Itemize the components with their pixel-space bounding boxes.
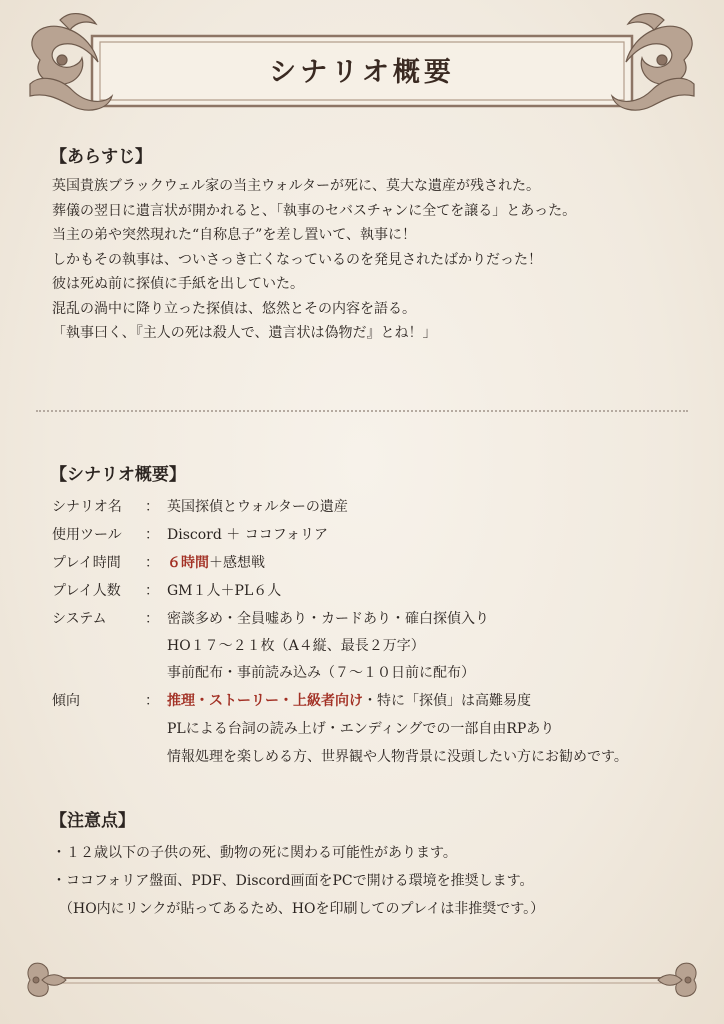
highlight-text: 推理・ストーリー・上級者向け (167, 693, 363, 709)
row-key: 傾向 (52, 693, 80, 709)
note-item: ・ココフォリア盤面、PDF、Discord画面をPCで開ける環境を推奨します。 (52, 873, 534, 889)
page-title: シナリオ概要 (269, 57, 455, 88)
row-colon: ： (145, 583, 159, 599)
synopsis-line: 当主の弟や突然現れた“自称息子”を差し置いて、執事に！ (52, 227, 417, 243)
row-key: システム (52, 611, 107, 627)
row-value-rest: ＋感想戦 (209, 555, 265, 571)
dotted-divider (36, 410, 688, 412)
row-value: 英国探偵とウォルターの遺産 (167, 499, 348, 515)
row-value (167, 690, 531, 710)
row-value-rest: ・特に「探偵」は高難易度 (363, 693, 531, 709)
row-value: HO１７～２１枚（A４縦、最長２万字） (167, 638, 425, 654)
row-value: 密談多め・全員嘘あり・カードあり・確白探偵入り (167, 611, 489, 627)
row-value (167, 552, 265, 572)
row-colon: ： (145, 611, 159, 627)
notes-heading: 【注意点】 (50, 811, 135, 831)
overview-heading: 【シナリオ概要】 (50, 465, 186, 485)
row-value: GM１人＋PL６人 (167, 583, 282, 599)
row-value: 事前配布・事前読み込み（７～１０日前に配布） (167, 665, 475, 681)
footer-right-flourish (658, 963, 696, 996)
synopsis-text (52, 174, 576, 346)
synopsis-line: 「執事曰く、『主人の死は殺人で、遺言状は偽物だ』とね！」 (52, 325, 437, 341)
row-key: シナリオ名 (52, 499, 122, 515)
synopsis-line: 彼は死ぬ前に探偵に手紙を出していた。 (52, 276, 304, 292)
synopsis-heading: 【あらすじ】 (50, 147, 152, 167)
row-colon: ： (145, 527, 159, 543)
row-key: 使用ツール (52, 527, 122, 543)
synopsis-line: しかもその執事は、ついさっき亡くなっているのを発見されたばかりだった！ (52, 251, 542, 268)
row-value: PLによる台詞の読み上げ・エンディングでの一部自由RPあり (167, 721, 555, 737)
row-key: プレイ人数 (52, 583, 121, 599)
footer-left-flourish (28, 963, 66, 996)
row-colon: ： (145, 555, 159, 571)
synopsis-line: 混乱の渦中に降り立った探偵は、悠然とその内容を語る。 (52, 300, 416, 317)
notes-list (52, 842, 544, 926)
synopsis-line: 葬儀の翌日に遺言状が開かれると、「執事のセバスチャンに全てを譲る」とあった。 (52, 202, 577, 219)
row-colon: ： (145, 499, 159, 515)
footer-ornament (20, 950, 704, 1006)
row-colon: ： (145, 693, 159, 709)
row-value: Discord ＋ ココフォリア (167, 527, 329, 543)
highlight-text: ６時間 (167, 555, 209, 571)
note-item: （HO内にリンクが貼ってあるため、HOを印刷してのプレイは非推奨です。） (52, 901, 545, 917)
synopsis-line: 英国貴族ブラックウェル家の当主ウォルターが死に、莫大な遺産が残された。 (52, 178, 541, 194)
note-item: ・１２歳以下の子供の死、動物の死に関わる可能性があります。 (52, 845, 457, 861)
row-key: プレイ時間 (52, 555, 121, 571)
row-value: 情報処理を楽しめる方、世界観や人物背景に没頭したい方にお勧めです。 (167, 749, 628, 765)
